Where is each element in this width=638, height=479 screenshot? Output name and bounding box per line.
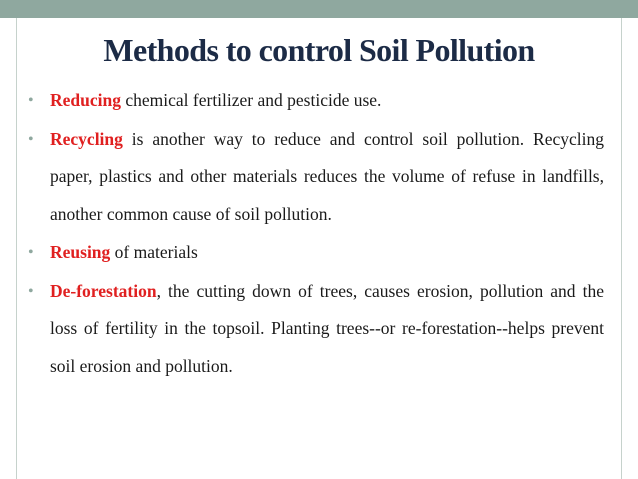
right-frame-line (621, 18, 622, 479)
bullet-text: , the cutting down of trees, causes erosion, pollution and the loss of fertility in the topsoil. Planting trees--or re-forestation--helps prevent soil erosion and pollution. (50, 280, 604, 376)
top-accent-bar (0, 0, 638, 18)
bullet-item-recycling (28, 121, 604, 234)
bullet-text: of materials (110, 242, 198, 262)
slide-title: Methods to control Soil Pollution (103, 32, 535, 68)
left-frame-line (16, 18, 17, 479)
bullet-dot-icon: • (28, 282, 34, 300)
bullet-keyword: Recycling (50, 128, 123, 149)
bullet-item-deforestation (28, 273, 604, 386)
bullet-dot-icon: • (28, 130, 34, 148)
bullet-keyword: De-forestation (50, 280, 157, 301)
bullet-list (28, 82, 604, 385)
bullet-item-reusing (28, 234, 604, 272)
bullet-dot-icon: • (28, 244, 34, 261)
bullet-keyword: Reusing (50, 242, 111, 262)
bullet-text: chemical fertilizer and pesticide use. (120, 90, 382, 110)
bullet-dot-icon: • (28, 92, 34, 109)
bullet-keyword: Reducing (50, 90, 121, 110)
bullet-item-reducing (28, 82, 604, 120)
bullet-text: is another way to reduce and control soil pollution. Recycling paper, plastics and other materials reduces the volume of refuse in landfills, another common cause of soil pollution. (50, 128, 604, 224)
